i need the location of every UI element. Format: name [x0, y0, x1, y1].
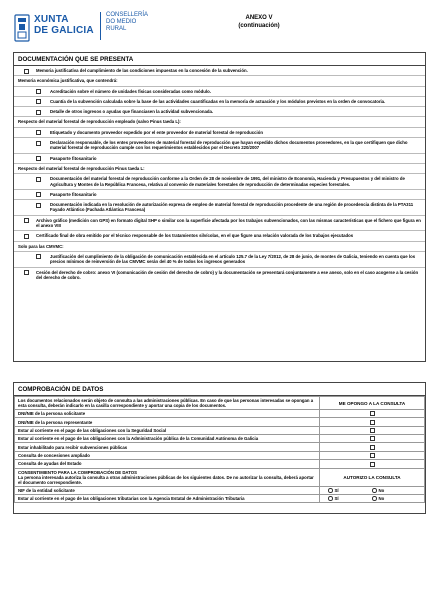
- consent-intro: La persona interesada autoriza la consulta a otras administraciones públicas de los siguientes datos. De no autorizar la consulta, deberá aportar el documento correspondiente.: [18, 474, 314, 485]
- documentation-item-text: Certificado final de obra emitido por el técnico responsable de los tratamientos silvícolas, en el que figure una relación valorada de los trabajos ejecutados: [36, 233, 354, 239]
- radio-no-label: No: [378, 487, 385, 493]
- documentation-item-text: Pasaporte fitosanitario: [50, 191, 97, 197]
- document-checkbox[interactable]: [24, 218, 29, 223]
- radio-no-label: No: [378, 495, 385, 501]
- oppose-checkbox[interactable]: [370, 453, 375, 458]
- consellaria-line: RURAL: [106, 26, 127, 33]
- oppose-checkbox[interactable]: [370, 436, 375, 441]
- documentation-list: [14, 66, 425, 282]
- consent-title: CONSENTIMIENTO PARA LA COMPROBACIÓN DE DATOS: [18, 469, 137, 475]
- document-checkbox[interactable]: [24, 270, 29, 275]
- consent-block: [15, 468, 320, 486]
- documentation-item-text: Solo para las CMVMC:: [18, 243, 64, 249]
- radio-yes-icon[interactable]: [328, 488, 333, 493]
- oppose-row-label: Consulta de concesiones ampliado: [15, 451, 320, 459]
- documentation-item-text: Detalle de otros ingresos o ayudas que financiasen la actividad subvencionada.: [50, 109, 214, 115]
- oppose-row: [15, 460, 425, 468]
- authorize-no-option[interactable]: [372, 488, 416, 493]
- authorize-row: [15, 486, 425, 494]
- documentation-item-text: Cesión del derecho de cobro: anexo VI (comunicación de cesión del derecho de cobro) y la documentación se presentará conjuntamente a ese anexo, solo en el caso acogerse a la cesión del derecho de cobro.: [36, 269, 419, 280]
- oppose-row-label: Estar al corriente en el pago de las obligaciones con la Seguridad Social: [15, 426, 320, 434]
- documentation-item-text: Respecto del material forestal de reproducción Pinus taeda L:: [18, 165, 145, 171]
- documentation-item[interactable]: [14, 231, 425, 241]
- document-checkbox[interactable]: [24, 69, 29, 74]
- documentation-group-heading: [14, 117, 425, 127]
- radio-no-icon[interactable]: [372, 488, 377, 493]
- documentation-item-text: Etiquetado y documento proveedor expedido por el ente proveedor de material forestal de reproducción: [50, 129, 263, 135]
- documentation-group-heading: [14, 76, 425, 86]
- documentation-title: DOCUMENTACIÓN QUE SE PRESENTA: [14, 53, 425, 66]
- radio-yes-label: SÍ: [334, 495, 339, 501]
- oppose-checkbox[interactable]: [370, 445, 375, 450]
- logo-line-1: XUNTA: [34, 14, 69, 25]
- documentation-item[interactable]: [14, 200, 425, 216]
- documentation-item-text: Declaración responsable, de los entes proveedores de material forestal de reproducción que hayan expedido dichos documentos proveedores, en la que certifiquen que dicho material forestal de reproducción cumple con los requerimientos establecidos por el Decreto 220/2007: [50, 140, 408, 151]
- oppose-row: [15, 435, 425, 443]
- xunta-shield-icon: [14, 14, 30, 42]
- oppose-checkbox[interactable]: [370, 411, 375, 416]
- logo-divider: [100, 12, 101, 40]
- authorize-row-label: NIF de la entidad solicitante: [15, 486, 320, 494]
- documentation-item[interactable]: [14, 138, 425, 154]
- documentation-section: [13, 52, 426, 362]
- document-checkbox[interactable]: [36, 254, 41, 259]
- document-checkbox[interactable]: [36, 177, 41, 182]
- oppose-header-row: [15, 397, 425, 410]
- documentation-item-text: Documentación del material forestal de reproducción conforme a la Orden de 28 de noviembre de 1991, del ministro de Economía, Hacienda y Presupuestos y del ministro de Agricultura y Montes de la República Francesa, relativa al convenio de materiales forestales de reproducción de determinadas especies forestales.: [50, 176, 405, 187]
- document-checkbox[interactable]: [36, 110, 41, 115]
- oppose-row: [15, 418, 425, 426]
- radio-yes-label: SÍ: [334, 487, 339, 493]
- data-check-title: COMPROBACIÓN DE DATOS: [14, 383, 425, 396]
- document-checkbox[interactable]: [36, 130, 41, 135]
- document-checkbox[interactable]: [36, 141, 41, 146]
- documentation-item-text: Cuantía de la subvención calculada sobre la base de las actividades cuantificadas en la memoria de actuación y los módulos previstos en la orden de convocatoria.: [50, 98, 386, 104]
- document-checkbox[interactable]: [36, 89, 41, 94]
- authorize-row: [15, 494, 425, 502]
- oppose-row-label: Estar al corriente en el pago de las obligaciones con la Administración pública de la Comunidad Autónoma de Galicia: [15, 435, 320, 443]
- oppose-row: [15, 426, 425, 434]
- oppose-row-label: Consulta de ayudas del Estado: [15, 460, 320, 468]
- data-check-section: [13, 382, 426, 514]
- oppose-row: [15, 443, 425, 451]
- oppose-row-label: DNI/NIE de la persona solicitante: [15, 410, 320, 418]
- oppose-checkbox[interactable]: [370, 428, 375, 433]
- xunta-logo: [14, 12, 96, 44]
- documentation-item-text: Respecto del material forestal de reproducción empleado (salvo Pinus taeda L):: [18, 119, 181, 125]
- documentation-item[interactable]: [14, 97, 425, 107]
- documentation-item-text: Pasaporte fitosanitario: [50, 155, 97, 161]
- radio-no-icon[interactable]: [372, 496, 377, 501]
- logo-line-2: DE GALICIA: [34, 25, 94, 36]
- logo-wordmark: [34, 14, 94, 36]
- documentation-item[interactable]: [14, 87, 425, 97]
- annex-subtitle: (continuación): [238, 23, 280, 29]
- document-checkbox[interactable]: [24, 234, 29, 239]
- radio-yes-icon[interactable]: [328, 496, 333, 501]
- documentation-item-text: Justificación del cumplimiento de la obligación de comunicación establecida en el artículo 125.7 de la Ley 7/2012, de 28 de junio, de montes de Galicia, teniendo en cuenta que los precios mínimos de reinversión de las CMVMC serán del 40 % de todos los ingresos generados: [50, 253, 416, 265]
- consellaria-line: CONSELLERÍA: [106, 12, 149, 18]
- documentation-item[interactable]: [14, 216, 425, 232]
- documentation-item-text: Acreditación sobre el número de unidades físicas consideradas como módulo.: [50, 88, 211, 94]
- documentation-item[interactable]: [14, 252, 425, 268]
- authorize-row-label: Estar al corriente en el pago de las obligaciones tributarias con la Agencia Estatal de Administración Tributaria: [15, 494, 320, 502]
- documentation-group-heading: [14, 242, 425, 252]
- oppose-row-label: DNI/NIE de la persona representante: [15, 418, 320, 426]
- oppose-checkbox[interactable]: [370, 420, 375, 425]
- authorize-yes-option[interactable]: [328, 496, 372, 501]
- documentation-item[interactable]: [14, 128, 425, 138]
- documentation-item[interactable]: [14, 174, 425, 190]
- authorize-yes-option[interactable]: [328, 488, 372, 493]
- oppose-column-header: ME OPONGO A LA CONSULTA: [320, 397, 425, 410]
- oppose-row-label: Estar inhabilitado para recibir subvenciones públicas: [15, 443, 320, 451]
- document-checkbox[interactable]: [36, 192, 41, 197]
- consellaria-name: [106, 12, 148, 34]
- oppose-row: [15, 410, 425, 418]
- consultation-intro: Los documentos relacionados serán objeto de consulta a las administraciones públicas. En caso de que las personas interesadas se opongan a esta consulta, deberán indicarlo en la casilla correspondiente y aportar una copia de los documentos.: [15, 397, 320, 410]
- authorize-column-header: AUTORIZO LA CONSULTA: [320, 468, 425, 486]
- documentation-item[interactable]: [14, 190, 425, 200]
- documentation-item-text: Memoria económica justificativa, que contendrá:: [18, 78, 118, 84]
- documentation-item-text: Documentación indicada en la resolución de autorización expresa de empleo de material forestal de reproducción procedente de una región de procedencia distinta de la PTA311 Fayado Atlántico (Fachada Atlántica Francesa): [50, 202, 414, 213]
- authorize-no-option[interactable]: [372, 496, 416, 501]
- documentation-item-text: Archivo gráfico (medición con GPS) en formato digital SHP o similar con la superficie afectada por los trabajos subvencionados, con las mismas características que el fichero que figura en el anexo VIII: [36, 217, 421, 229]
- annex-title: ANEXO V: [245, 15, 273, 21]
- consultation-table: [14, 396, 425, 503]
- annex-heading: [209, 14, 309, 30]
- documentation-group-heading: [14, 164, 425, 174]
- documentation-item[interactable]: [14, 154, 425, 164]
- consent-header-row: [15, 468, 425, 486]
- consellaria-line: DO MEDIO: [106, 19, 137, 26]
- documentation-item[interactable]: [14, 66, 425, 76]
- document-header: [14, 8, 426, 48]
- document-checkbox[interactable]: [36, 156, 41, 161]
- documentation-item[interactable]: [14, 268, 425, 283]
- oppose-row: [15, 451, 425, 459]
- documentation-item-text: Memoria justificativa del cumplimiento de las condiciones impuestas en la concesión de la subvención.: [36, 68, 248, 73]
- document-checkbox[interactable]: [36, 203, 41, 208]
- oppose-checkbox[interactable]: [370, 462, 375, 467]
- document-checkbox[interactable]: [36, 99, 41, 104]
- documentation-item[interactable]: [14, 107, 425, 117]
